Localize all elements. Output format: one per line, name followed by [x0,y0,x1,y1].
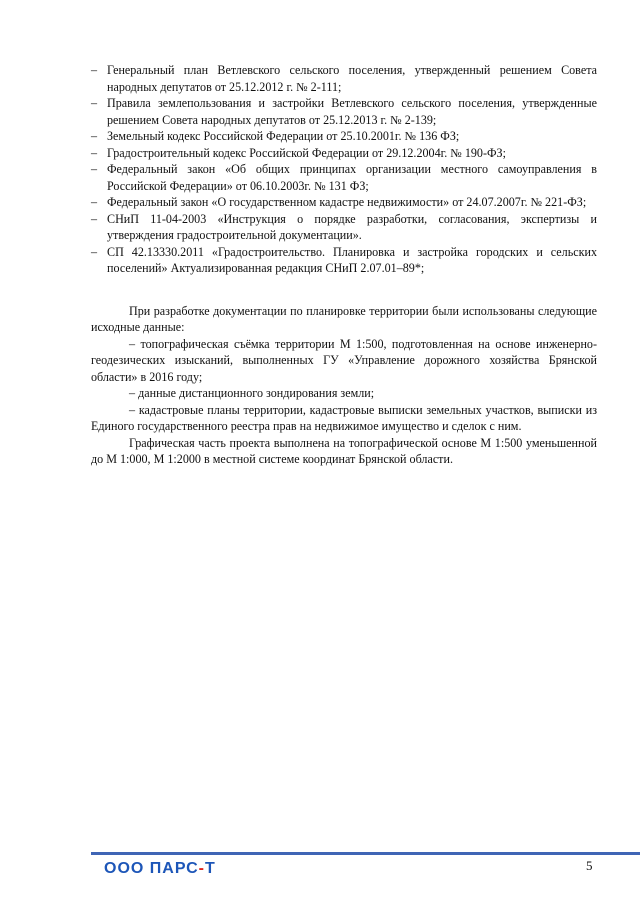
reference-item [91,161,597,194]
list-dash: – [91,244,98,259]
spacer [91,277,597,303]
list-dash: – [91,195,98,209]
reference-text: СП 42.13330.2011 «Градостроительство. Планировка и застройка городских и сельских поселений» Актуализированная редакция СНиП 2.07.01–89*; [107,244,597,275]
list-dash: – [91,63,98,77]
reference-text: Федеральный закон «О государственном кадастре недвижимости» от 24.07.2007г. № 221-ФЗ; [107,195,587,209]
source-item: – топографическая съёмка территории М 1:500, подготовленная на основе инженерно-геодезических изысканий, выполненных ГУ «Управление дорожного хозяйства Брянской области» в 2016 году; [91,336,597,384]
reference-item [91,194,597,211]
list-dash: – [91,162,98,176]
logo-dash: - [198,860,205,877]
logo-name: ПАРС [149,860,199,877]
reference-text: Федеральный закон «Об общих принципах организации местного самоуправления в Российской Федерации» от 06.10.2003г. № 131 ФЗ; [107,162,597,193]
reference-text: Генеральный план Ветлевского сельского поселения, утвержденный решением Совета народных депутатов от 25.12.2012 г. № 2-111; [107,63,597,94]
source-item: – кадастровые планы территории, кадастровые выписки земельных участков, выписки из Единого государственного реестра прав на недвижимое имущество и сделок с ним. [91,402,597,433]
reference-list [91,62,597,277]
logo-prefix: ООО [104,860,150,877]
page-number: 5 [586,858,593,873]
reference-item [91,211,597,244]
graphics-note-paragraph: Графическая часть проекта выполнена на топографической основе М 1:500 уменьшенной до М 1:000, М 1:2000 в местной системе координат Брянской области. [91,435,597,466]
list-dash: – [91,211,98,226]
list-dash: – [91,145,98,160]
source-item: – данные дистанционного зондирования земли; [129,386,375,400]
list-dash: – [91,96,98,110]
document-body [91,62,597,468]
footer-rule [91,852,640,855]
logo-suffix: Т [205,860,216,877]
list-dash: – [91,129,98,143]
reference-item [91,62,597,95]
intro-paragraph: При разработке документации по планировке территории были использованы следующие исходные данные: [91,303,597,334]
reference-text: Земельный кодекс Российской Федерации от 25.10.2001г. № 136 ФЗ; [107,129,460,143]
reference-item [91,128,597,145]
company-logo [104,860,216,878]
reference-item [91,244,597,277]
reference-text: Градостроительный кодекс Российской Федерации от 29.12.2004г. № 190-ФЗ; [107,145,506,160]
reference-item [91,95,597,128]
reference-item [91,145,597,162]
reference-text: СНиП 11-04-2003 «Инструкция о порядке разработки, согласования, экспертизы и утверждения градостроительной документации». [107,211,597,242]
reference-text: Правила землепользования и застройки Ветлевского сельского поселения, утвержденные решением Совета народных депутатов от 25.12.2013 г. № 2-139; [107,96,597,127]
